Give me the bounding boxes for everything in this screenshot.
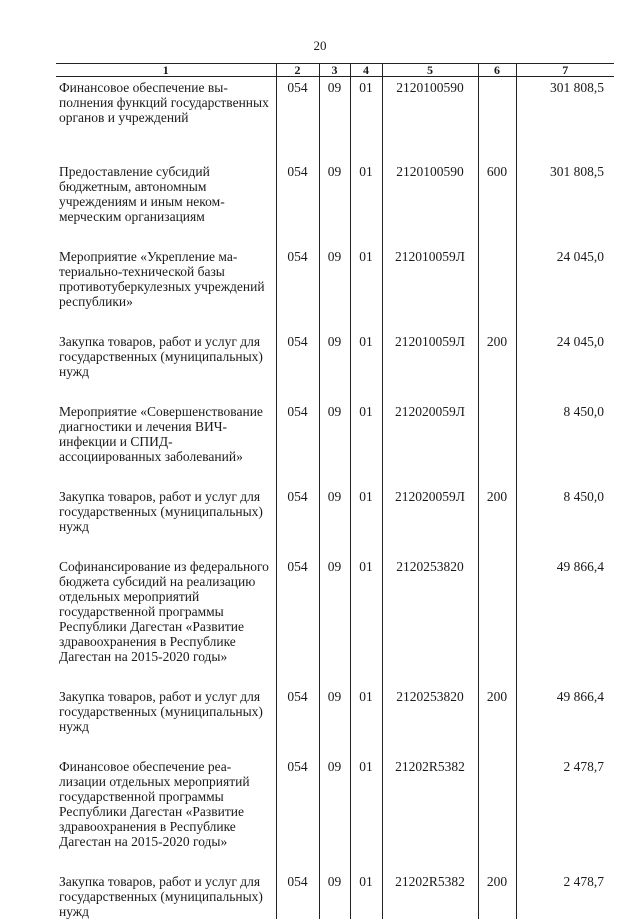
amount-cell: 24 045,0: [516, 331, 614, 401]
column-header: 1: [56, 64, 276, 77]
subsection-cell: 01: [350, 401, 382, 486]
column-header: 6: [478, 64, 516, 77]
amount-cell: 301 808,5: [516, 77, 614, 162]
target-article-cell: 21202R5382: [382, 871, 478, 919]
section-cell: 09: [319, 401, 350, 486]
table-body: [56, 77, 614, 919]
row-description: Закупка товаров, работ и услуг для государственных (муниципальных) нужд: [56, 871, 276, 919]
table-row: [56, 246, 614, 331]
target-article-cell: 2120100590: [382, 161, 478, 246]
row-description: Мероприятие «Совершенствование диагностики и лечения ВИЧ-инфекции и СПИД-ассоциированных заболеваний»: [56, 401, 276, 486]
section-cell: 09: [319, 486, 350, 556]
amount-cell: 2 478,7: [516, 871, 614, 919]
admin-code-cell: 054: [276, 401, 319, 486]
section-cell: 09: [319, 756, 350, 871]
admin-code-cell: 054: [276, 77, 319, 162]
column-header: 3: [319, 64, 350, 77]
target-article-cell: 2120253820: [382, 686, 478, 756]
table-row: [56, 556, 614, 686]
subsection-cell: 01: [350, 331, 382, 401]
target-article-cell: 212010059Л: [382, 246, 478, 331]
row-description: Финансовое обеспечение реализации отдельных мероприятий государственной программы Республики Дагестан «Развитие здравоохранения в Республике Дагестан на 2015-2020 годы»: [56, 756, 276, 871]
amount-cell: 24 045,0: [516, 246, 614, 331]
amount-cell: 301 808,5: [516, 161, 614, 246]
table-row: [56, 686, 614, 756]
table-header-row: [56, 64, 614, 77]
section-cell: 09: [319, 161, 350, 246]
subsection-cell: 01: [350, 871, 382, 919]
admin-code-cell: 054: [276, 246, 319, 331]
subsection-cell: 01: [350, 556, 382, 686]
subsection-cell: 01: [350, 486, 382, 556]
amount-cell: 49 866,4: [516, 686, 614, 756]
row-description: Финансовое обеспечение выполнения функций государственных органов и учреждений: [56, 77, 276, 162]
table-row: [56, 756, 614, 871]
expense-type-cell: 200: [478, 686, 516, 756]
column-header: 2: [276, 64, 319, 77]
table-row: [56, 77, 614, 162]
section-cell: 09: [319, 331, 350, 401]
section-cell: 09: [319, 77, 350, 162]
expense-type-cell: [478, 401, 516, 486]
expense-type-cell: [478, 756, 516, 871]
subsection-cell: 01: [350, 686, 382, 756]
admin-code-cell: 054: [276, 161, 319, 246]
amount-cell: 49 866,4: [516, 556, 614, 686]
row-description: Мероприятие «Укрепление материально-технической базы противотуберкулезных учреждений республики»: [56, 246, 276, 331]
section-cell: 09: [319, 246, 350, 331]
row-description: Предоставление субсидий бюджетным, автономным учреждениям и иным некоммерческим организациям: [56, 161, 276, 246]
target-article-cell: 212020059Л: [382, 486, 478, 556]
expense-type-cell: [478, 246, 516, 331]
table-row: [56, 161, 614, 246]
target-article-cell: 21202R5382: [382, 756, 478, 871]
expense-type-cell: 200: [478, 871, 516, 919]
subsection-cell: 01: [350, 77, 382, 162]
column-header: 7: [516, 64, 614, 77]
admin-code-cell: 054: [276, 486, 319, 556]
target-article-cell: 212010059Л: [382, 331, 478, 401]
subsection-cell: 01: [350, 161, 382, 246]
admin-code-cell: 054: [276, 556, 319, 686]
admin-code-cell: 054: [276, 686, 319, 756]
expense-type-cell: 200: [478, 486, 516, 556]
table-row: [56, 486, 614, 556]
target-article-cell: 2120100590: [382, 77, 478, 162]
amount-cell: 2 478,7: [516, 756, 614, 871]
column-header: 5: [382, 64, 478, 77]
row-description: Закупка товаров, работ и услуг для государственных (муниципальных) нужд: [56, 686, 276, 756]
subsection-cell: 01: [350, 756, 382, 871]
budget-table: [56, 63, 614, 919]
subsection-cell: 01: [350, 246, 382, 331]
target-article-cell: 212020059Л: [382, 401, 478, 486]
amount-cell: 8 450,0: [516, 486, 614, 556]
table-row: [56, 401, 614, 486]
section-cell: 09: [319, 871, 350, 919]
expense-type-cell: [478, 77, 516, 162]
expense-type-cell: 200: [478, 331, 516, 401]
row-description: Закупка товаров, работ и услуг для государственных (муниципальных) нужд: [56, 331, 276, 401]
row-description: Закупка товаров, работ и услуг для государственных (муниципальных) нужд: [56, 486, 276, 556]
section-cell: 09: [319, 556, 350, 686]
expense-type-cell: 600: [478, 161, 516, 246]
table-row: [56, 871, 614, 919]
target-article-cell: 2120253820: [382, 556, 478, 686]
admin-code-cell: 054: [276, 871, 319, 919]
admin-code-cell: 054: [276, 756, 319, 871]
column-header: 4: [350, 64, 382, 77]
amount-cell: 8 450,0: [516, 401, 614, 486]
row-description: Софинансирование из федерального бюджета субсидий на реализацию отдельных мероприятий государственной программы Республики Дагестан «Развитие здравоохранения в Республике Дагестан на 2015-2020 годы»: [56, 556, 276, 686]
table-row: [56, 331, 614, 401]
expense-type-cell: [478, 556, 516, 686]
section-cell: 09: [319, 686, 350, 756]
page-number: 20: [0, 38, 640, 54]
admin-code-cell: 054: [276, 331, 319, 401]
